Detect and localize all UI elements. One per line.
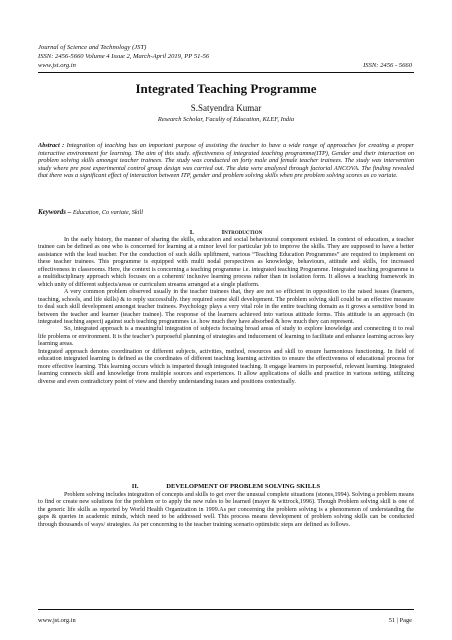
header-rule (38, 72, 414, 73)
author-affiliation: Research Scholar, Faculty of Education, KLEF, India (157, 116, 295, 123)
paragraph: A very common problem observed usually in the teacher trainees that, they are not so efficient in opposition to the raised issues (learners, teaching, schools, and life skills) & to reply successfully. they required some skill development. The problem solving skill could be an effective measure to deal such skill development amongst teacher trainees. Psychology plays a very vital role in the entire teaching domain as it grows a sensitive bond in between the teacher and learner (teacher trainee). The response of the learners achieved into various attitude forms. This attitude is an approach (in integrated teaching aspect) against such teaching programmes i.e. how much they have absorbed & how much they can represent. (38, 289, 414, 325)
section-2-title: DEVELOPMENT OF PROBLEM SOLVING SKILLS (166, 483, 321, 490)
issn-volume-line: ISSN: 2456-5660 Volume 4 Issue 2, March-April 2019, PP 51-56 (38, 53, 210, 60)
paragraph: Integrated approach denotes coordination or different subjects, activities, method, resources and skill to ensure harmonious functioning. In field of education integrated learning is defined as the coordinates of different teaching learning activities to ensure the effectiveness of educational process for more effective learning. This learning occurs which is imparted though integrated teaching. It engage learners in purposeful, relevant learning. Integrated learning connects skill and knowledge from multiple sources and experiences. It allow applications of skills and practice in various setting, utilizing diverse and even contradictory point of view and thereby understanding issues and positions contextually. (38, 348, 414, 385)
section-2-body (38, 492, 414, 529)
footer-website: www.jst.org.in (38, 617, 76, 624)
paragraph: So, integrated approach is a meaningful integration of subjects focusing broad areas of study to explore knowledge and connecting it to real life problems or environment. It is the teacher’s purposeful planning of strategies and inducement of learning to facilitate and enhance learning across key learning areas. (38, 326, 414, 348)
section-1-heading (0, 229, 452, 236)
keywords (38, 208, 414, 216)
section-1-number: I. (189, 229, 194, 236)
journal-name: Journal of Science and Technology (JST) (38, 44, 147, 51)
journal-website: www.jst.org.in (38, 62, 76, 69)
footer-rule (38, 609, 414, 610)
page-number: 51 | Page (388, 617, 412, 624)
keywords-label: Keywords – (38, 208, 72, 216)
abstract-label: Abstract : (38, 142, 65, 149)
section-1-body (38, 237, 414, 386)
paragraph: Problem solving includes integration of concepts and skills to get over the unusual complete situations (stones,1994). Solving a problem means to find or create new solutions for the problem or to apply the new rules to be learned (mayer & wittrock,1996). Though Problem solving skill is one of the generic life skills as reported by World Health Organization in 1999.As per concerning the problem solving is a phenomenon of understanding the gaps & queries in academic minds, which need to be addressed well. This process means development of problem solving skills can be conducted through thousands of ways/ strategies. As per concerning to the teacher training scenario optimistic steps are defined as follows. (38, 492, 414, 528)
section-1-title: Introduction (221, 229, 263, 236)
section-2-heading (0, 483, 452, 490)
section-2-number: II. (131, 483, 139, 490)
issn-right: ISSN: 2456 - 5660 (363, 62, 412, 69)
author-name: S.Satyendra Kumar (190, 103, 262, 113)
keywords-text: Education, Co variate, Skill (72, 209, 143, 216)
paper-title: Integrated Teaching Programme (135, 81, 317, 96)
paragraph: In the early history, the manner of sharing the skills, education and social behavioural component existed. In context of education, a teacher trainee can be defined as one who is concerned for learning at a minor level for particular job to improve the skills. They are supposed to have a better assistance with the lead teacher. For the conduction of such skills upliftment, various “Teaching Education Programmes” are required to implement on these teacher trainees. This programme is equipped with multi nodal perspectives as knowledge, behaviours, attitude and skills, for increased effectiveness in classrooms. Here, the context is concerning a teaching programme i.e. integrated teaching Programme. Integrated teaching programme is a multidisciplinary approach which focuses on a coherent/ inclusive learning process rather than in isolation form. It allows a teaching framework in which unity of different subjects/areas or curriculum streams arranged at a single platform. (38, 237, 414, 288)
abstract-text: Integration of teaching has an important purpose of assisting the teacher to have a wide range of approaches for creating a proper interactive environment for learning. The aim of this study. effectiveness of integrated teaching programme(ITP), Gender and their interaction on problem solving skills amongst teacher trainees. The study was conducted on forty male and female teacher trainees. The study was intervention study where pre post experimental control group design was carried out. The data were analyzed through factorial ANCOVA. The finding revealed that there was a significant effect of interaction between ITP, gender and problem solving skills when pre problem solving scores as co variate. (38, 142, 414, 179)
abstract (38, 142, 414, 180)
